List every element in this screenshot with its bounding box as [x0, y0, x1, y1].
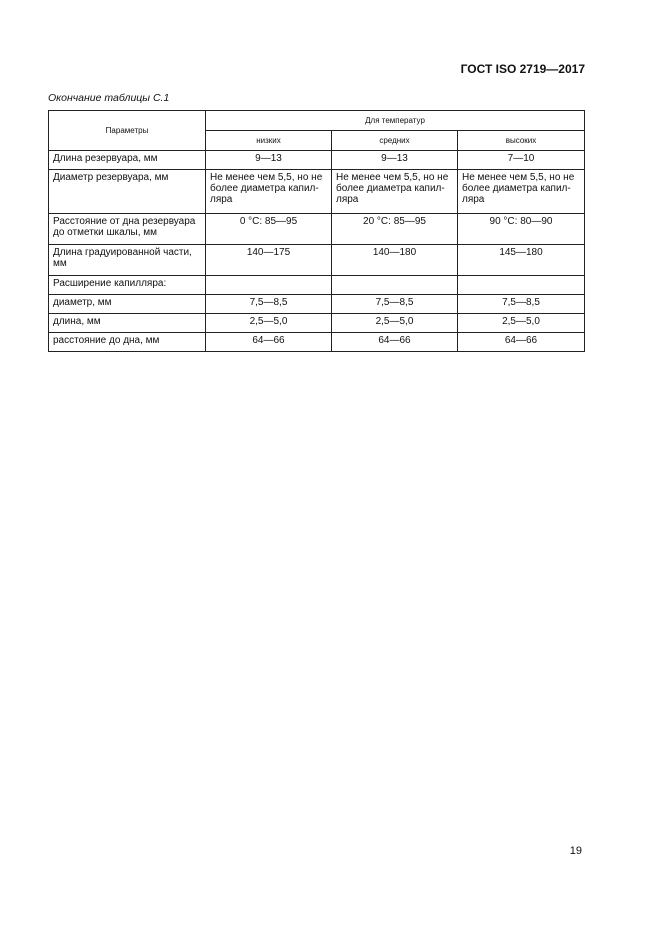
cell-medium: Не менее чем 5,5, но не более диаметра капил-ляра — [332, 170, 458, 214]
cell-medium: 20 °С: 85—95 — [332, 214, 458, 245]
row-label: Длина резервуара, мм — [49, 151, 206, 170]
table-row — [49, 245, 585, 276]
cell-high: 2,5—5,0 — [458, 314, 585, 333]
table-row — [49, 170, 585, 214]
header-low: низких — [206, 131, 332, 151]
header-medium: средних — [332, 131, 458, 151]
table-row — [49, 295, 585, 314]
cell-low: 2,5—5,0 — [206, 314, 332, 333]
cell-high: Не менее чем 5,5, но не более диаметра капил-ляра — [458, 170, 585, 214]
row-label: диаметр, мм — [49, 295, 206, 314]
page-number: 19 — [569, 845, 582, 857]
table-row — [49, 214, 585, 245]
cell-high: 7—10 — [458, 151, 585, 170]
row-label: Расширение капилляра: — [49, 276, 206, 295]
cell-low: 140—175 — [206, 245, 332, 276]
cell-low — [206, 276, 332, 295]
parameters-table — [48, 110, 585, 352]
table-row — [49, 151, 585, 170]
cell-medium: 64—66 — [332, 333, 458, 352]
cell-medium: 9—13 — [332, 151, 458, 170]
header-params: Параметры — [49, 111, 206, 151]
cell-high — [458, 276, 585, 295]
table-row — [49, 333, 585, 352]
cell-low: 0 °С: 85—95 — [206, 214, 332, 245]
row-label: расстояние до дна, мм — [49, 333, 206, 352]
cell-medium: 7,5—8,5 — [332, 295, 458, 314]
cell-high: 90 °С: 80—90 — [458, 214, 585, 245]
header-high: высоких — [458, 131, 585, 151]
cell-medium: 2,5—5,0 — [332, 314, 458, 333]
table-row — [49, 314, 585, 333]
row-label: Длина градуированной части, мм — [49, 245, 206, 276]
cell-high: 145—180 — [458, 245, 585, 276]
cell-medium — [332, 276, 458, 295]
cell-high: 7,5—8,5 — [458, 295, 585, 314]
cell-low: 64—66 — [206, 333, 332, 352]
header-temperature-group: Для температур — [206, 111, 585, 131]
cell-low: 7,5—8,5 — [206, 295, 332, 314]
table-caption: Окончание таблицы С.1 — [48, 92, 170, 104]
cell-low: Не менее чем 5,5, но не более диаметра капил-ляра — [206, 170, 332, 214]
cell-low: 9—13 — [206, 151, 332, 170]
document-code: ГОСТ ISO 2719—2017 — [460, 62, 585, 76]
row-label: Расстояние от дна резервуара до отметки шкалы, мм — [49, 214, 206, 245]
row-label: Диаметр резервуара, мм — [49, 170, 206, 214]
cell-medium: 140—180 — [332, 245, 458, 276]
table-row — [49, 276, 585, 295]
cell-high: 64—66 — [458, 333, 585, 352]
row-label: длина, мм — [49, 314, 206, 333]
